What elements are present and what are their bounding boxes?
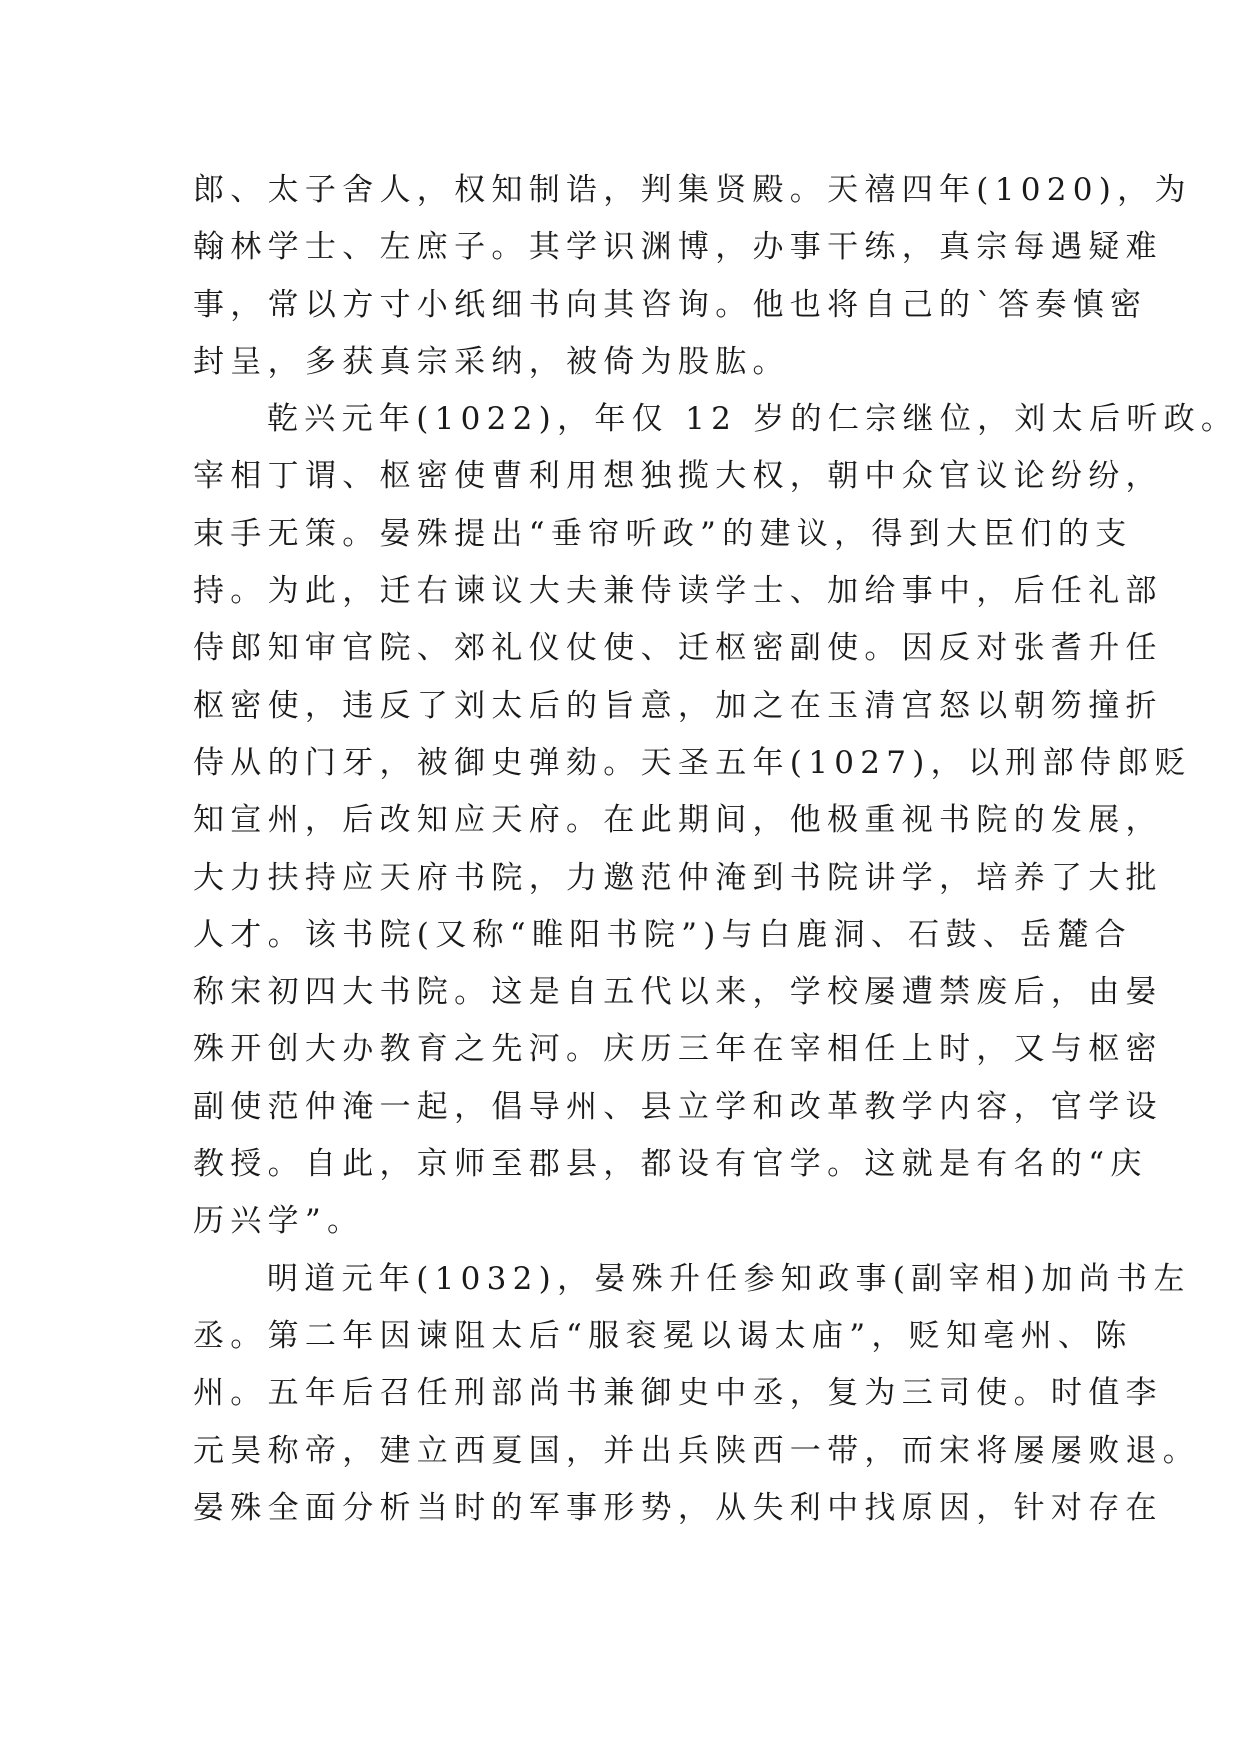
paragraph-first-line: 明道元年(1032)，晏殊升任参知政事(副宰相)加尚书左 [267, 1260, 1191, 1297]
text-line: 州。五年后召任刑部尚书兼御史中丞，复为三司使。时值李 [193, 1375, 1163, 1412]
text-line: 封呈，多获真宗采纳，被倚为股肱。 [193, 343, 790, 380]
text-line: 殊开创大办教育之先河。庆历三年在宰相任上时，又与枢密 [193, 1031, 1163, 1068]
text-line: 教授。自此，京师至郡县，都设有官学。这就是有名的“庆 [193, 1146, 1148, 1183]
text-line: 副使范仲淹一起，倡导州、县立学和改革教学内容，官学设 [193, 1088, 1163, 1125]
text-line: 事，常以方寸小纸细书向其咨询。他也将自己的`答奏慎密 [193, 286, 1148, 323]
body-text [193, 162, 1239, 1537]
text-line: 历兴学”。 [193, 1203, 365, 1240]
text-line: 知宣州，后改知应天府。在此期间，他极重视书院的发展， [193, 802, 1163, 839]
text-line: 枢密使，违反了刘太后的旨意，加之在玉清宫怒以朝笏撞折 [193, 687, 1163, 724]
text-line: 侍从的门牙，被御史弹劾。天圣五年(1027)，以刑部侍郎贬 [193, 744, 1192, 781]
text-line: 束手无策。晏殊提出“垂帘听政”的建议，得到大臣们的支 [193, 515, 1133, 552]
text-line: 郎、太子舍人，权知制诰，判集贤殿。天禧四年(1020)，为 [193, 172, 1192, 208]
text-line: 丞。第二年因谏阻太后“服衮冕以谒太庙”，贬知亳州、陈 [193, 1317, 1133, 1354]
text-line: 持。为此，迁右谏议大夫兼侍读学士、加给事中，后任礼部 [193, 573, 1163, 610]
text-line: 元昊称帝，建立西夏国，并出兵陕西一带，而宋将屡屡败退。 [193, 1432, 1201, 1469]
text-line: 晏殊全面分析当时的军事形势，从失利中找原因，针对存在 [193, 1489, 1163, 1526]
text-line: 宰相丁谓、枢密使曹利用想独揽大权，朝中众官议论纷纷， [193, 458, 1163, 495]
text-line: 侍郎知审官院、郊礼仪仗使、迁枢密副使。因反对张耆升任 [193, 630, 1163, 667]
paragraph-first-line: 乾兴元年(1022)，年仅 12 岁的仁宗继位，刘太后听政。 [267, 401, 1239, 438]
text-line: 称宋初四大书院。这是自五代以来，学校屡遭禁废后，由晏 [193, 974, 1163, 1011]
text-line: 人才。该书院(又称“睢阳书院”)与白鹿洞、石鼓、岳麓合 [193, 916, 1132, 953]
text-line: 翰林学士、左庶子。其学识渊博，办事干练，真宗每遇疑难 [193, 229, 1163, 266]
text-line: 大力扶持应天府书院，力邀范仲淹到书院讲学，培养了大批 [193, 859, 1163, 896]
